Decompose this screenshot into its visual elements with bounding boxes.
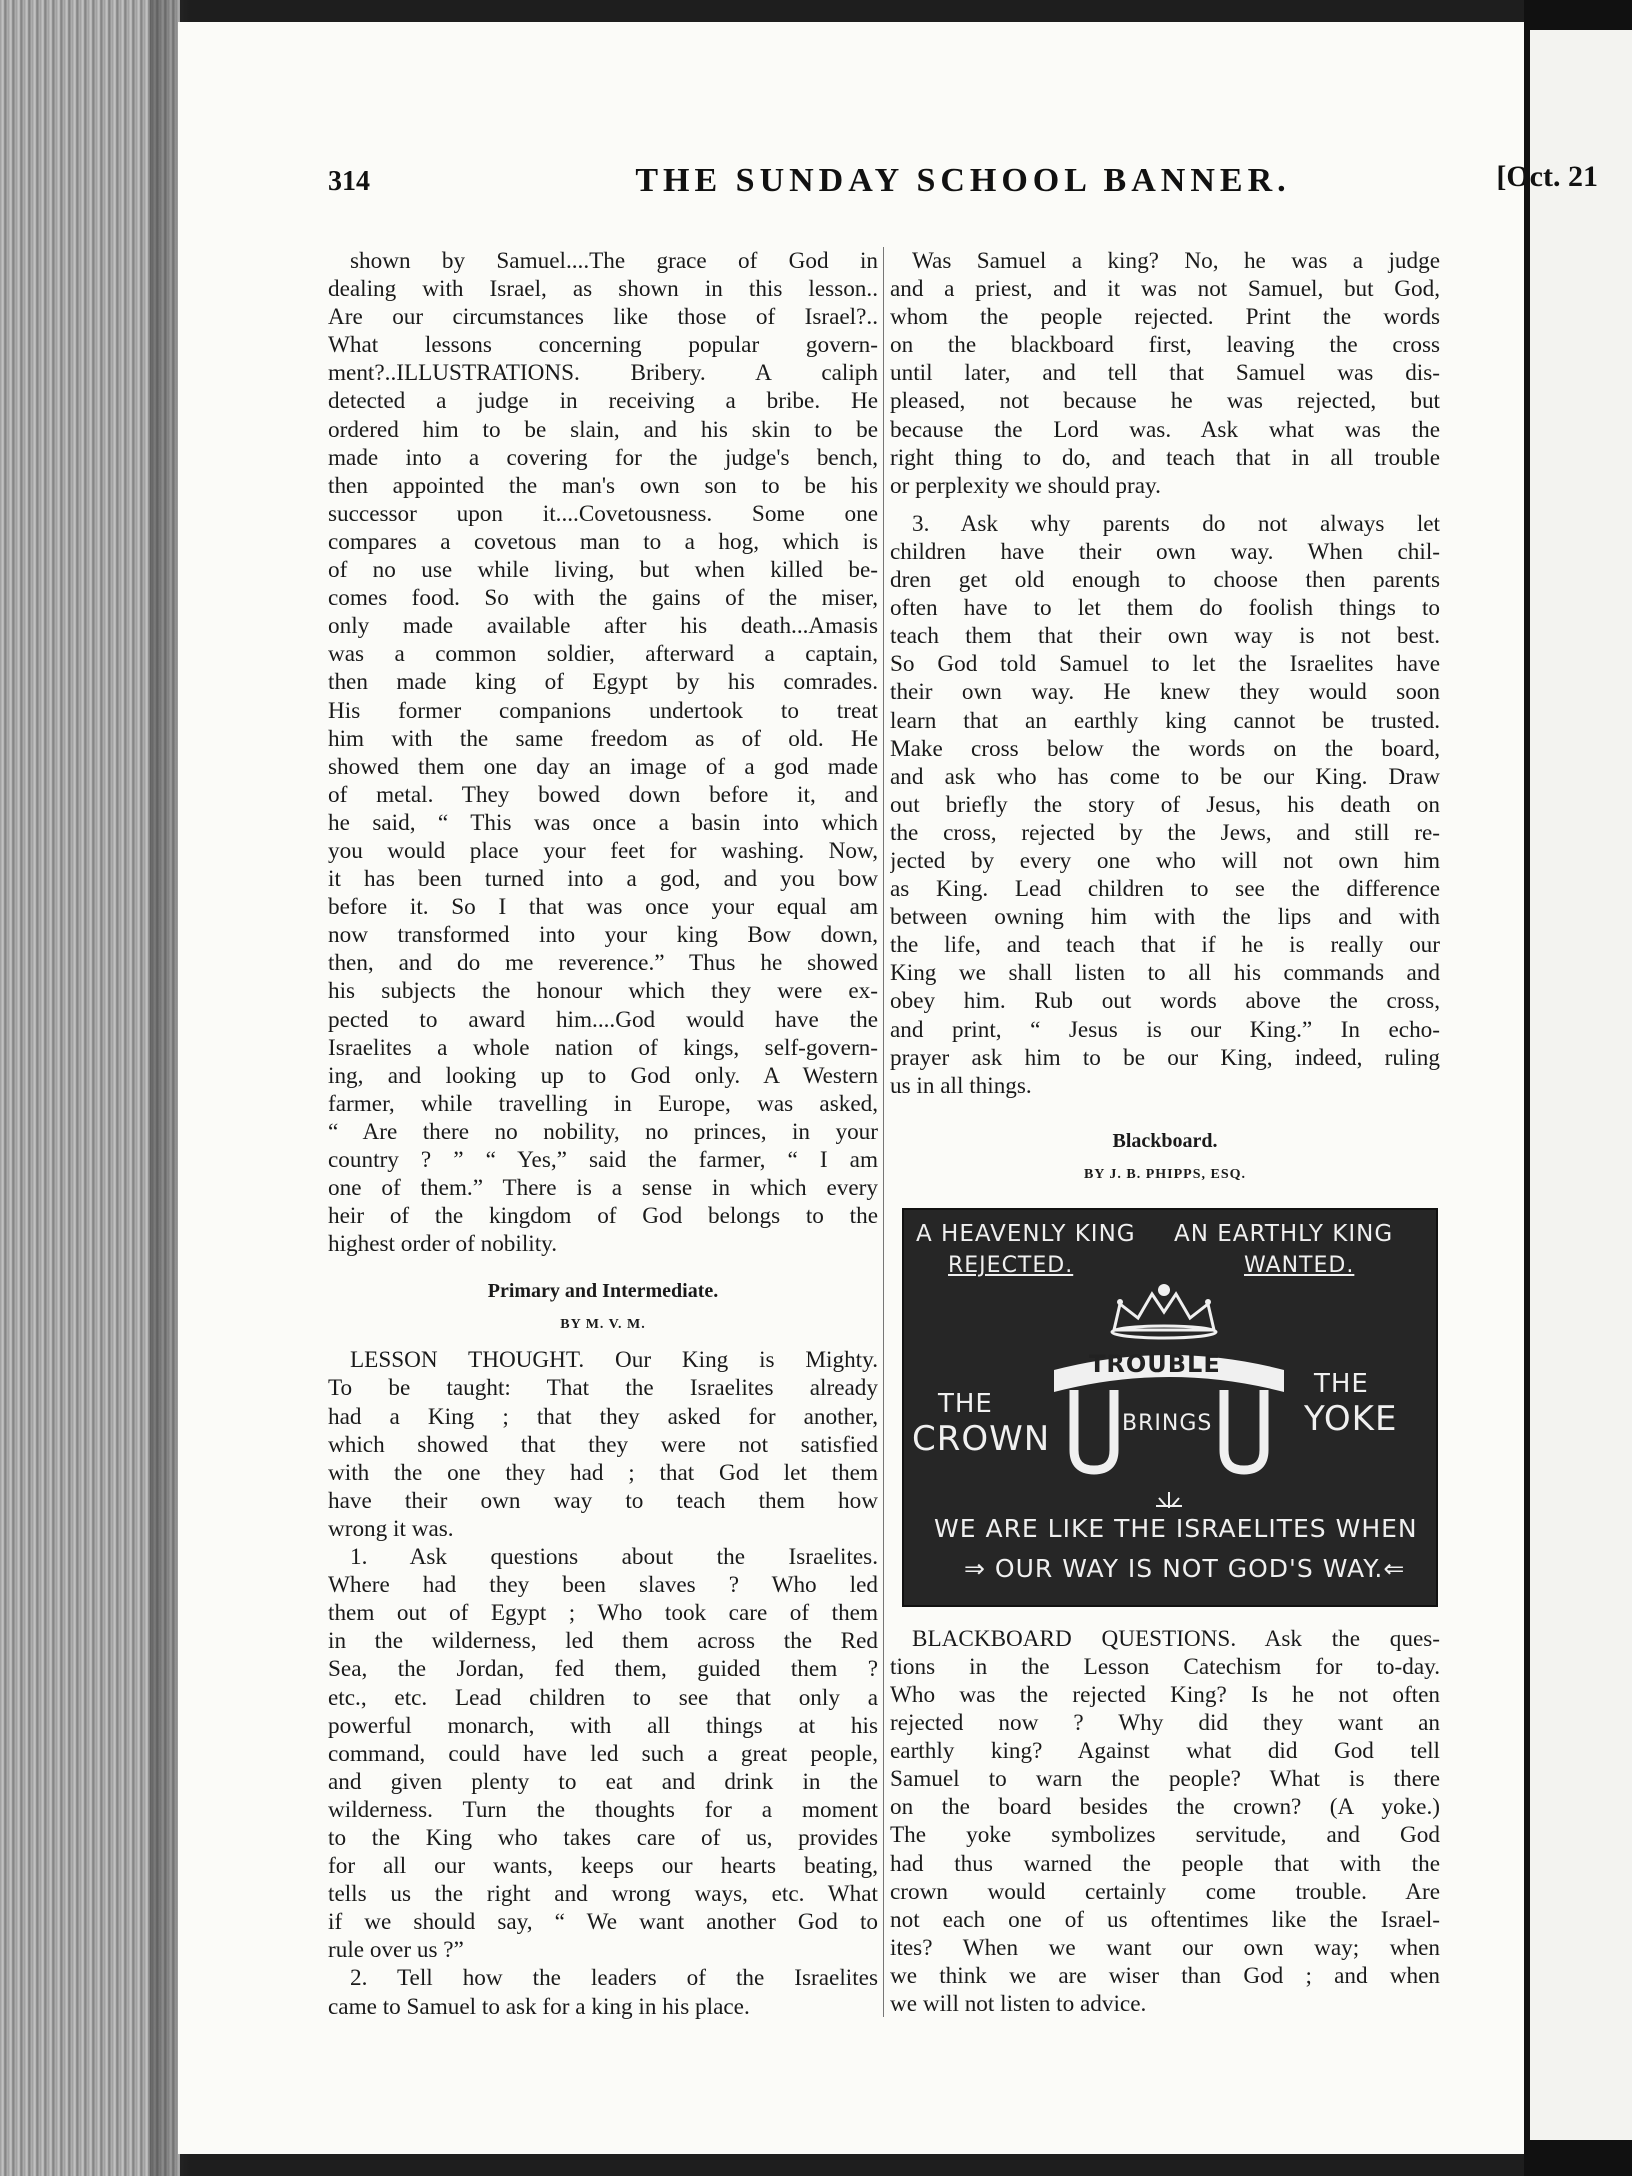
samuel-text	[890, 247, 1440, 500]
text-line: Are our circumstances like those of Israel?..	[328, 304, 878, 331]
text-line: tions in the Lesson Catechism for to-day.	[890, 1653, 1440, 1680]
text-line: etc., etc. Lead children to see that only a	[328, 1684, 878, 1711]
text-line: often have to let them do foolish things to	[890, 595, 1440, 622]
text-line: heir of the kingdom of God belongs to the	[328, 1203, 878, 1230]
text-line: with the one they had ; that God let them	[328, 1459, 878, 1486]
text-line: if we should say, “ We want another God to	[328, 1909, 878, 1936]
text-line: farmer, while travelling in Europe, was asked,	[328, 1090, 878, 1117]
text-line: LESSON THOUGHT. Our King is Mighty.	[350, 1347, 878, 1374]
text-line: successor upon it....Covetousness. Some one	[328, 500, 878, 527]
text-line: rejected now ? Why did they want an	[890, 1710, 1440, 1737]
text-line: had thus warned the people that with the	[890, 1850, 1440, 1877]
text-line: What lessons concerning popular govern-	[328, 332, 878, 359]
text-line: between owning him with the lips and with	[890, 904, 1440, 931]
text-line: made into a covering for the judge's bench,	[328, 444, 878, 471]
blackboard-illustration	[902, 1208, 1438, 1607]
text-line: 2. Tell how the leaders of the Israelites	[350, 1965, 878, 1992]
section-heading-primary: Primary and Intermediate.	[487, 1280, 719, 1303]
issue-date: [Oct. 21	[1496, 160, 1598, 193]
text-line: shown by Samuel....The grace of God in	[350, 248, 878, 274]
text-line: of metal. They bowed down before it, and	[328, 781, 878, 808]
text-line: country ? ” “ Yes,” said the farmer, “ I am	[328, 1147, 878, 1173]
text-line: Sea, the Jordan, fed them, guided them ?	[328, 1656, 878, 1683]
text-line: before it. So I that was once your equal am	[328, 894, 878, 921]
text-line: then made king of Egypt by his comrades.	[328, 669, 878, 696]
point-2	[328, 1964, 878, 2020]
text-line: powerful monarch, with all things at his	[328, 1712, 878, 1739]
text-line: on the board besides the crown? (A yoke.)	[890, 1794, 1440, 1821]
section-heading-blackboard: Blackboard.	[1112, 1129, 1218, 1152]
text-line: tells us the right and wrong ways, etc. What	[328, 1881, 878, 1908]
text-line: which showed that they were not satisfied	[328, 1431, 878, 1458]
text-line: To be taught: That the Israelites already	[328, 1375, 878, 1402]
byline-primary: BY M. V. M.	[560, 1317, 646, 1333]
text-line: wrong it was.	[328, 1515, 454, 1542]
lesson-thought	[328, 1346, 878, 1543]
text-line: you would place your feet for washing. Now,	[328, 837, 878, 864]
bb-earthly-king: AN EARTHLY KING	[1174, 1220, 1394, 1247]
text-line: of no use while living, but when killed be-	[328, 557, 878, 584]
bb-the-left: THE	[938, 1388, 993, 1419]
text-line: only made available after his death...Amasis	[328, 613, 878, 640]
text-line: his subjects the honour which they were ex-	[328, 978, 878, 1005]
text-line: came to Samuel to ask for a king in his place.	[328, 1993, 750, 2020]
text-line: Was Samuel a king? No, he was a judge	[912, 248, 1440, 274]
text-line: compares a covetous man to a hog, which is	[328, 528, 878, 555]
text-line: whom the people rejected. Print the words	[890, 304, 1440, 331]
right-column	[890, 247, 1440, 2018]
text-line: on the blackboard first, leaving the cross	[890, 332, 1440, 359]
point-3	[890, 510, 1440, 1100]
bb-rejected: REJECTED.	[948, 1252, 1074, 1278]
page-header	[328, 160, 1598, 210]
bb-heavenly-king: A HEAVENLY KING	[916, 1220, 1136, 1247]
text-line: Where had they been slaves ? Who led	[328, 1572, 878, 1599]
text-line: then, and do me reverence.” Thus he showed	[328, 950, 878, 977]
bb-brings: BRINGS	[1122, 1410, 1213, 1436]
text-line: dealing with Israel, as shown in this lesson..	[328, 276, 878, 303]
text-line: The yoke symbolizes servitude, and God	[890, 1822, 1440, 1849]
text-line: command, could have led such a great people,	[328, 1740, 878, 1767]
crown-icon	[1104, 1280, 1224, 1340]
text-line: ites? When we want our own way; when	[890, 1934, 1440, 1961]
text-line: “ Are there no nobility, no princes, in your	[328, 1118, 878, 1145]
text-line: BLACKBOARD QUESTIONS. Ask the ques-	[912, 1625, 1440, 1652]
text-line: it has been turned into a god, and you bow	[328, 866, 878, 893]
text-line: we will not listen to advice.	[890, 1991, 1147, 2018]
text-line: the cross, rejected by the Jews, and still re-	[890, 819, 1440, 846]
text-line: prayer ask him to be our King, indeed, ruling	[890, 1044, 1440, 1071]
bb-bottom-line-1: WE ARE LIKE THE ISRAELITES WHEN	[934, 1513, 1418, 1543]
point-1	[328, 1543, 878, 1964]
text-line: the life, and teach that if he is really our	[890, 932, 1440, 959]
text-line: ordered him to be slain, and his skin to be	[328, 416, 878, 443]
text-line: him with the same freedom as of old. He	[328, 725, 878, 752]
text-line: earthly king? Against what did God tell	[890, 1738, 1440, 1765]
text-line: So God told Samuel to let the Israelites have	[890, 651, 1440, 678]
text-line: rule over us ?”	[328, 1937, 464, 1964]
text-line: or perplexity we should pray.	[890, 472, 1161, 499]
text-line: out briefly the story of Jesus, his death on	[890, 791, 1440, 818]
text-line: now transformed into your king Bow down,	[328, 922, 878, 949]
text-line: Israelites a whole nation of kings, self-govern-	[328, 1034, 878, 1061]
text-line: to the King who takes care of us, provides	[328, 1824, 878, 1851]
column-rule	[883, 247, 884, 2017]
text-line: pected to award him....God would have the	[328, 1006, 878, 1033]
text-line: and a priest, and it was not Samuel, but God,	[890, 276, 1440, 303]
blackboard-questions	[890, 1625, 1440, 2018]
text-line: 3. Ask why parents do not always let	[912, 510, 1440, 537]
text-line: 1. Ask questions about the Israelites.	[350, 1544, 878, 1571]
text-line: them out of Egypt ; Who took care of them	[328, 1600, 878, 1627]
text-line: detected a judge in receiving a bribe. He	[328, 388, 878, 415]
text-line: right thing to do, and teach that in all trouble	[890, 444, 1440, 471]
text-line: His former companions undertook to treat	[328, 697, 878, 724]
text-line: children have their own way. When chil-	[890, 538, 1440, 565]
bb-bottom-line-2: ⇒ OUR WAY IS NOT GOD'S WAY.⇐	[964, 1553, 1406, 1583]
text-line: jected by every one who will not own him	[890, 847, 1440, 874]
bb-the-right: THE	[1314, 1368, 1369, 1399]
text-line: was a common soldier, afterward a captain,	[328, 641, 878, 668]
text-line: had a King ; that they asked for another,	[328, 1403, 878, 1430]
text-line: and print, “ Jesus is our King.” In echo-	[890, 1016, 1440, 1043]
bb-yoke: YOKE	[1304, 1398, 1398, 1439]
byline-blackboard: BY J. B. PHIPPS, ESQ.	[1083, 1166, 1247, 1182]
text-line: in the wilderness, led them across the Red	[328, 1628, 878, 1655]
text-line: learn that an earthly king cannot be trusted.	[890, 707, 1440, 734]
text-line: then appointed the man's own son to be his	[328, 472, 878, 499]
text-line: teach them that their own way is not best.	[890, 623, 1440, 650]
text-line: ment?..ILLUSTRATIONS. Bribery. A caliph	[328, 360, 878, 387]
text-line: Samuel to warn the people? What is there	[890, 1766, 1440, 1793]
text-line: we think we are wiser than God ; and when	[890, 1962, 1440, 1989]
page	[178, 22, 1598, 2154]
text-line: ing, and looking up to God only. A Western	[328, 1062, 878, 1089]
text-line: he said, “ This was once a basin into which	[328, 809, 878, 836]
text-line: crown would certainly come trouble. Are	[890, 1878, 1440, 1905]
text-line: because the Lord was. Ask what was the	[890, 416, 1440, 443]
text-line: comes food. So with the gains of the miser,	[328, 585, 878, 612]
text-line: and given plenty to eat and drink in the	[328, 1768, 878, 1795]
text-line: until later, and tell that Samuel was dis-	[890, 360, 1440, 387]
text-line: dren get old enough to choose then parents	[890, 567, 1440, 594]
page-number: 314	[328, 166, 370, 197]
text-line: pleased, not because he was rejected, but	[890, 388, 1440, 415]
rays-icon	[1154, 1490, 1184, 1510]
text-line: showed them one day an image of a god made	[328, 753, 878, 780]
text-line: for all our wants, keeps our hearts beating,	[328, 1853, 878, 1880]
text-line: their own way. He knew they would soon	[890, 679, 1440, 706]
text-line: highest order of nobility.	[328, 1231, 558, 1258]
bb-wanted: WANTED.	[1244, 1252, 1355, 1278]
text-line: wilderness. Turn the thoughts for a moment	[328, 1796, 878, 1823]
publication-title: THE SUNDAY SCHOOL BANNER.	[635, 162, 1291, 199]
text-line: not each one of us oftentimes like the Israel-	[890, 1906, 1440, 1933]
text-line: as King. Lead children to see the difference	[890, 876, 1440, 903]
bb-trouble: TROUBLE	[1089, 1349, 1221, 1378]
text-line: King we shall listen to all his commands and	[890, 960, 1440, 987]
text-line: us in all things.	[890, 1072, 1032, 1099]
text-line: Who was the rejected King? Is he not often	[890, 1682, 1440, 1708]
bb-crown: CROWN	[912, 1418, 1051, 1459]
text-line: have their own way to teach them how	[328, 1487, 878, 1514]
left-column	[328, 247, 878, 2021]
text-line: and ask who has come to be our King. Draw	[890, 763, 1440, 790]
text-line: obey him. Rub out words above the cross,	[890, 988, 1440, 1015]
text-line: one of them.” There is a sense in which every	[328, 1175, 878, 1202]
next-page-strip	[1530, 30, 1632, 2140]
text-line: Make cross below the words on the board,	[890, 735, 1440, 762]
illustrations-text	[328, 247, 878, 1258]
